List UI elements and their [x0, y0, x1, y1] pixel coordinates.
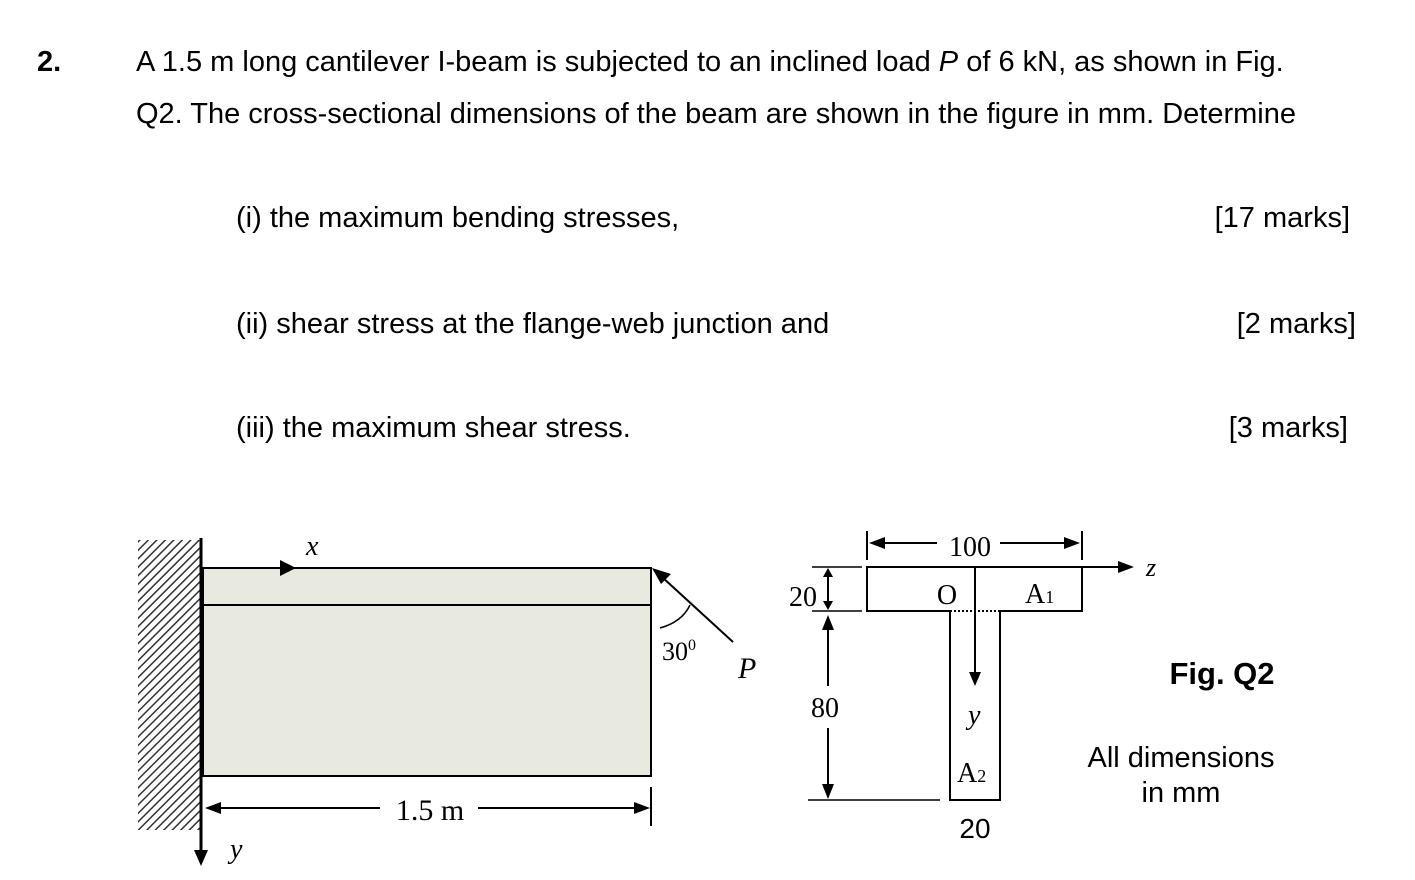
- load-label: P: [738, 652, 757, 685]
- x-axis-label: x: [306, 531, 319, 562]
- fixed-wall-hatch: [138, 540, 200, 830]
- flange-dim-arrow-bottom: [823, 601, 833, 610]
- part-ii-text: (ii) shear stress at the flange-web junction and: [236, 308, 830, 340]
- angle-label: [662, 637, 696, 666]
- width-dim-arrow-right: [1064, 537, 1080, 549]
- length-label: 1.5 m: [395, 794, 465, 827]
- web-dim-arrow-bottom: [822, 784, 834, 799]
- figure-title: Fig. Q2: [1169, 656, 1275, 691]
- area-1-letter: A: [1025, 579, 1046, 610]
- flange-dim-arrow-top: [823, 568, 833, 577]
- width-dim-arrow-left: [869, 537, 885, 549]
- angle-superscript: 0: [688, 637, 696, 654]
- z-axis-arrowhead: [1118, 561, 1134, 573]
- length-dim-arrow-left: [205, 802, 221, 814]
- part-iii-marks: [3 marks]: [1228, 412, 1348, 444]
- part-i-text: (i) the maximum bending stresses,: [236, 202, 680, 234]
- question-number: 2.: [37, 46, 62, 78]
- load-symbol: P: [938, 46, 959, 78]
- section-y-axis-label: y: [968, 700, 981, 731]
- part-i-marks: [17 marks]: [1214, 202, 1350, 234]
- flange-thickness-label: 20: [789, 582, 817, 613]
- web-height-label: 80: [811, 693, 839, 724]
- angle-arc: [660, 605, 690, 628]
- z-axis-label: z: [1146, 553, 1157, 582]
- load-line: [662, 577, 733, 642]
- area-2-letter: A: [957, 758, 978, 789]
- web-width-label: 20: [959, 813, 991, 844]
- length-dim-arrow-right: [634, 802, 650, 814]
- area-1-subscript: 1: [1045, 587, 1055, 607]
- y-axis-arrowhead: [194, 850, 208, 866]
- part-iii-text: (iii) the maximum shear stress.: [236, 412, 631, 444]
- figure-note-line-1: All dimensions: [1087, 742, 1275, 774]
- angle-value: 30: [662, 637, 688, 666]
- web-dim-arrow-top: [822, 615, 834, 630]
- question-line-2: Q2. The cross-sectional dimensions of the beam are shown in the figure in mm. Determine: [136, 98, 1296, 130]
- question-line-1-end: of 6 kN, as shown in Fig.: [958, 46, 1284, 78]
- part-ii-marks: [2 marks]: [1236, 308, 1356, 340]
- question-line-1-start: A 1.5 m long cantilever I-beam is subjected to an inclined load: [136, 46, 939, 78]
- origin-label: O: [936, 580, 958, 611]
- beam-y-axis-label: y: [230, 834, 243, 865]
- area-2-subscript: 2: [977, 766, 987, 786]
- beam-body: [203, 568, 651, 776]
- width-label: 100: [949, 532, 991, 563]
- figure-note-line-2: in mm: [1141, 777, 1221, 809]
